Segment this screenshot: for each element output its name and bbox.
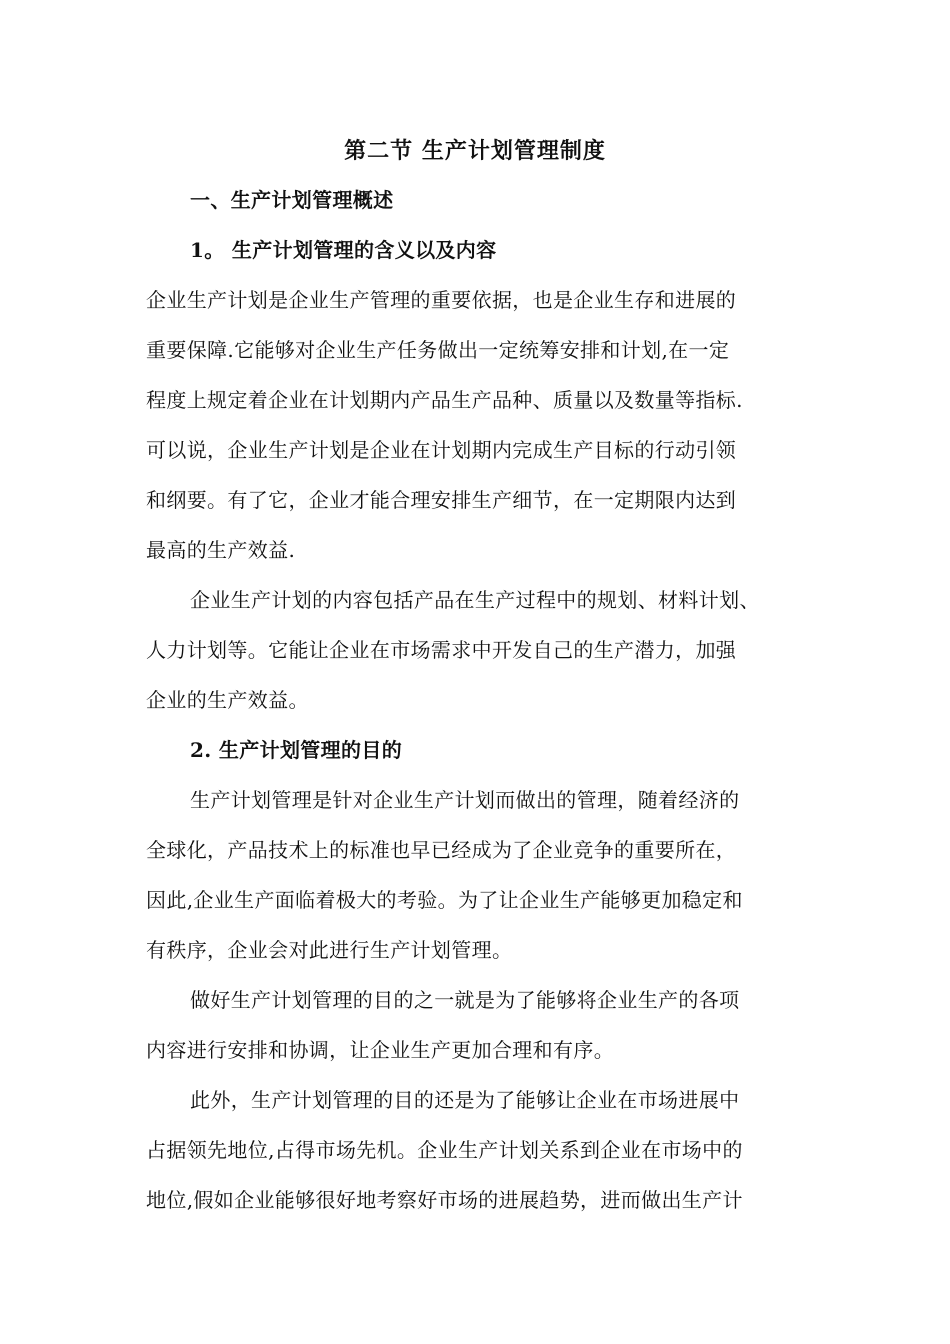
paragraph-line: 企业生产计划是企业生产管理的重要依据，也是企业生存和进展的 (146, 288, 737, 312)
subsection-heading-1: 1。 生产计划管理的含义以及内容 (190, 238, 497, 262)
paragraph-line: 内容进行安排和协调，让企业生产更加合理和有序。 (146, 1038, 615, 1062)
paragraph-line: 企业的生产效益。 (146, 688, 309, 712)
paragraph-line: 全球化，产品技术上的标准也早已经成为了企业竞争的重要所在， (146, 838, 737, 862)
paragraph-line: 因此,企业生产面临着极大的考验。为了让企业生产能够更加稳定和 (146, 888, 743, 912)
paragraph-line: 重要保障.它能够对企业生产任务做出一定统筹安排和计划,在一定 (146, 338, 730, 362)
paragraph-line: 人力计划等。它能让企业在市场需求中开发自己的生产潜力，加强 (146, 638, 737, 662)
section-heading: 一、生产计划管理概述 (190, 188, 394, 212)
paragraph-line: 程度上规定着企业在计划期内产品生产品种、质量以及数量等指标. (146, 388, 743, 412)
paragraph-line: 最高的生产效益. (146, 538, 296, 562)
paragraph-line: 有秩序，企业会对此进行生产计划管理。 (146, 938, 513, 962)
paragraph-line: 可以说，企业生产计划是企业在计划期内完成生产目标的行动引领 (146, 438, 737, 462)
paragraph-line: 生产计划管理是针对企业生产计划而做出的管理，随着经济的 (190, 788, 740, 812)
paragraph-line: 和纲要。有了它，企业才能合理安排生产细节，在一定期限内达到 (146, 488, 737, 512)
document-title: 第二节 生产计划管理制度 (344, 138, 606, 164)
subsection-heading-2: 2. 生产计划管理的目的 (190, 738, 403, 762)
paragraph-line: 此外，生产计划管理的目的还是为了能够让企业在市场进展中 (190, 1088, 740, 1112)
paragraph-line: 企业生产计划的内容包括产品在生产过程中的规划、材料计划、 (190, 588, 760, 612)
paragraph-line: 做好生产计划管理的目的之一就是为了能够将企业生产的各项 (190, 988, 740, 1012)
paragraph-line: 占据领先地位,占得市场先机。企业生产计划关系到企业在市场中的 (146, 1138, 743, 1162)
paragraph-line: 地位,假如企业能够很好地考察好市场的进展趋势，进而做出生产计 (146, 1188, 743, 1212)
